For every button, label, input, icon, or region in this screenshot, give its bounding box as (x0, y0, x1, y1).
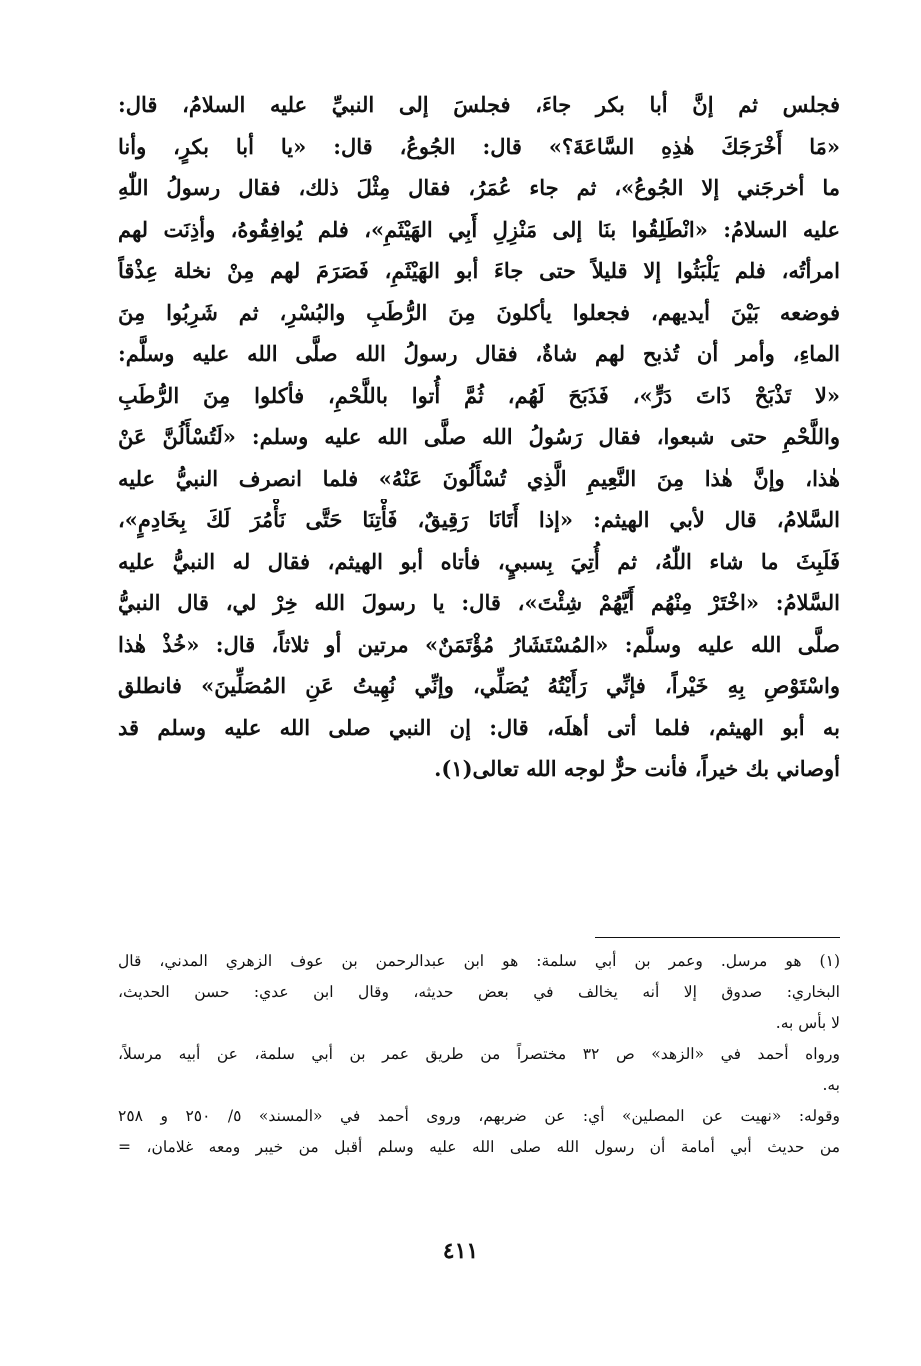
footnote-1 (118, 946, 840, 1039)
footnote-paragraph-zuhd (118, 1039, 840, 1101)
footnote-separator (595, 937, 840, 938)
footnote-line: من حديث أبي أمامة أن رسول الله صلى الله عليه وسلم أقبل من خيبر ومعه غلامان، = (118, 1138, 840, 1156)
footnote-line: (١) هو مرسل. وعمر بن أبي سلمة: هو ابن عبدالرحمن بن عوف الزهري المدني، قال (118, 952, 840, 970)
main-text-line: امرأتُه، فلم يَلْبَثُوا إلا قليلاً حتى جاءَ أبو الهَيْثَمِ، فَصَرَمَ لهم مِنْ نخلة عِذْقاً (118, 258, 840, 283)
main-text-line: واسْتَوْصِ بِهِ خَيْراً، فإنِّي رَأَيْتُهُ يُصَلِّي، وإنِّي نُهِيتُ عَنِ المُصَلِّينَ» فانطلق (118, 673, 840, 698)
main-text-line: فجلس ثم إنَّ أبا بكر جاءَ، فجلسَ إلى النبيِّ عليه السلامُ، قال: (118, 92, 840, 117)
main-text-line: به أبو الهيثم، فلما أتى أهلَه، قال: إن النبي صلى الله عليه وسلم قد (118, 714, 840, 740)
main-text-line: الماءِ، وأمر أن تُذبح لهم شاةٌ، فقال رسولُ الله صلَّى الله عليه وسلَّم: (118, 341, 840, 366)
main-text-line: «لا تَذْبَحْ ذَاتَ دَرٍّ»، فَذَبَحَ لَهُم، ثُمَّ أُتوا باللَّحْمِ، فأكلوا مِنَ الرُّطَبِ (118, 382, 840, 408)
page-number: ٤١١ (442, 1238, 479, 1264)
main-text-line: صلَّى الله عليه وسلَّم: «المُسْتَشَارُ مُؤْتَمَنٌ» مرتين أو ثلاثاً، قال: «خُذْ هٰذا (118, 631, 840, 657)
main-text-line: واللَّحْمِ حتى شبعوا، فقال رَسُولُ الله صلَّى الله عليه وسلم: «لَتُسْأَلُنَّ عَنْ (118, 424, 840, 449)
footnotes-section (118, 946, 840, 1163)
main-text-line: ما أخرجَني إلا الجُوعُ»، ثم جاء عُمَرُ، فقال مِثْلَ ذلك، فقال رسولُ اللّٰهِ (118, 175, 840, 200)
main-text-line: أوصاني بك خيراً، فأنت حرٌّ لوجه الله تعالى(١). (434, 756, 840, 781)
main-text-line: فوضعه بَيْنَ أيديهم، فجعلوا يأكلونَ مِنَ الرُّطَبِ والبُسْرِ، ثم شَرِبُوا مِنَ (118, 299, 840, 325)
main-text-line: السَّلامُ: «اخْتَرْ مِنْهُم أَيَّهُمْ شِئْتَ»، قال: يا رسولَ الله خِرْ لي، قال النبيُّ (118, 590, 840, 615)
footnote-line: البخاري: صدوق إلا أنه يخالف في بعض حديثه، وقال ابن عدي: حسن الحديث، (118, 983, 840, 1001)
main-text-line: السَّلامُ، قال لأبي الهيثم: «إذا أَتَانَا رَقِيقٌ، فَأْتِنَا حَتَّى نَأْمُرَ لَكَ بِخَادِمٍ»، (118, 507, 840, 532)
footnote-paragraph-musalleen (118, 1101, 840, 1163)
main-text-line: «مَا أَخْرَجَكَ هٰذِهِ السَّاعَةَ؟» قال: الجُوعُ، قال: «يا أبا بكرٍ، وأنا (118, 133, 840, 159)
main-text-body (118, 84, 840, 790)
main-text-line: عليه السلامُ: «انْطَلِقُوا بنَا إلى مَنْزِلِ أَبِي الهَيْثَمِ»، فلم يُوافِقُوهُ، وأذِنَت لهم (118, 216, 840, 242)
footnote-line: به. (822, 1076, 840, 1094)
main-text-line: فَلَبِثَ ما شاء اللّٰهُ، ثم أُتِيَ بِسبيٍ، فأتاه أبو الهيثم، فقال له النبيُّ عليه (118, 548, 840, 574)
footnote-line: ورواه أحمد في «الزهد» ص ٣٢ مختصراً من طريق عمر بن أبي سلمة، عن أبيه مرسلاً، (118, 1045, 840, 1063)
footnote-line: وقوله: «نهيت عن المصلين» أي: عن ضربهم، وروى أحمد في «المسند» ٥/ ٢٥٠ و ٢٥٨ (118, 1107, 840, 1125)
main-text-line: هٰذا، وإنَّ هٰذا مِنَ النَّعِيمِ الَّذِي تُسْأَلُونَ عَنْهُ» فلما انصرف النبيُّ عليه (118, 465, 840, 491)
footnote-line: لا بأس به. (775, 1014, 840, 1032)
